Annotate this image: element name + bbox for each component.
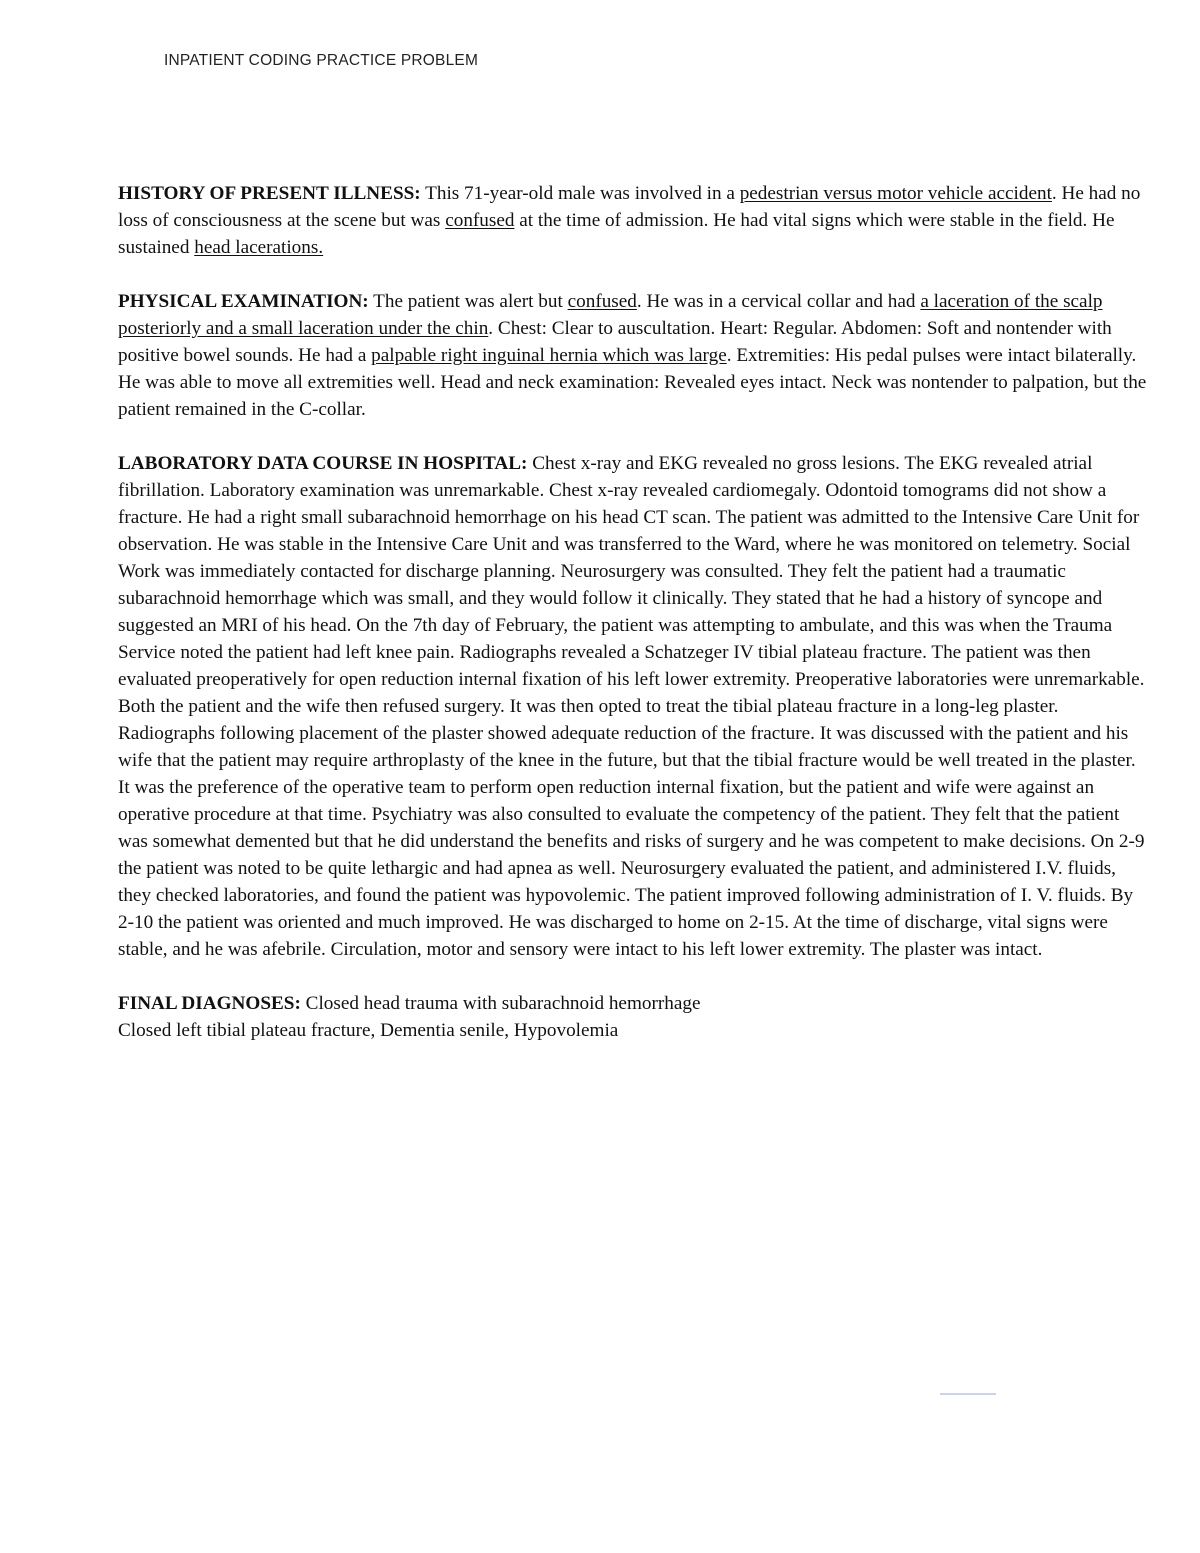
laboratory-data-course-section (118, 450, 1148, 963)
hpi-underlined-accident: pedestrian versus motor vehicle accident (739, 183, 1052, 204)
pe-text: The patient was alert but (368, 291, 568, 312)
final-diagnoses-heading: FINAL DIAGNOSES: (118, 993, 301, 1014)
pe-text: . Chest: Clear to auscultation. Heart: Regular. Abdomen: Soft and nontender with positive bowel sounds. He had a (118, 318, 1112, 366)
pe-underlined-lacerations: a laceration of the scalp posteriorly and a small laceration under the chin (118, 291, 1103, 339)
page-header-title: INPATIENT CODING PRACTICE PROBLEM (164, 52, 479, 69)
pe-text: . He was in a cervical collar and had (636, 291, 921, 312)
history-of-present-illness-heading: HISTORY OF PRESENT ILLNESS: (118, 183, 421, 204)
scan-artifact-mark (940, 1393, 996, 1395)
hpi-text: . He had no loss of consciousness at the scene but was (118, 183, 1141, 231)
document-body (118, 180, 1148, 1071)
final-diagnoses-line-2: Closed left tibial plateau fracture, Dementia senile, Hypovolemia (118, 1020, 619, 1041)
history-of-present-illness-section (118, 180, 1148, 261)
pe-underlined-hernia: palpable right inguinal hernia which was large (371, 345, 727, 366)
physical-examination-section (118, 288, 1148, 423)
pe-underlined-confused: confused (567, 291, 637, 312)
hpi-underlined-head-lacerations: head lacerations. (194, 237, 324, 258)
final-diagnoses-line-1: Closed head trauma with subarachnoid hemorrhage (300, 993, 701, 1014)
laboratory-data-course-heading: LABORATORY DATA COURSE IN HOSPITAL: (118, 453, 528, 474)
hpi-text: This 71-year-old male was involved in a (420, 183, 740, 204)
final-diagnoses-section (118, 990, 1148, 1044)
hpi-underlined-confused: confused (445, 210, 515, 231)
lab-course-text: Chest x-ray and EKG revealed no gross lesions. The EKG revealed atrial fibrillation. Laboratory examination was unremarkable. Chest x-ray revealed cardiomegaly. Odontoid tomograms did not show a fracture. He had a right small subarachnoid hemorrhage on his head CT scan. The patient was admitted to the Intensive Care Unit for observation. He was stable in the Intensive Care Unit and was transferred to the Ward, where he was monitored on telemetry. Social Work was immediately contacted for discharge planning. Neurosurgery was consulted. They felt the patient had a traumatic subarachnoid hemorrhage which was small, and they would follow it clinically. They stated that he had a history of syncope and suggested an MRI of his head. On the 7th day of February, the patient was attempting to ambulate, and this was when the Trauma Service noted the patient had left knee pain. Radiographs revealed a Schatzeger IV tibial plateau fracture. The patient was then evaluated preoperatively for open reduction internal fixation of his left lower extremity. Preoperative laboratories were unremarkable. Both the patient and the wife then refused surgery. It was then opted to treat the tibial plateau fracture in a long-leg plaster. Radiographs following placement of the plaster showed adequate reduction of the fracture. It was discussed with the patient and his wife that the patient may require arthroplasty of the knee in the future, but that the tibial fracture would be well treated in the plaster. It was the preference of the operative team to perform open reduction internal fixation, but the patient and wife were against an operative procedure at that time. Psychiatry was also consulted to evaluate the competency of the patient. They felt that the patient was somewhat demented but that he did understand the benefits and risks of surgery and he was competent to make decisions. On 2-9 the patient was noted to be quite lethargic and had apnea as well. Neurosurgery evaluated the patient, and administered I.V. fluids, they checked laboratories, and found the patient was hypovolemic. The patient improved following administration of I. V. fluids. By 2-10 the patient was oriented and much improved. He was discharged to home on 2-15. At the time of discharge, vital signs were stable, and he was afebrile. Circulation, motor and sensory were intact to his left lower extremity. The plaster was intact. (118, 453, 1145, 960)
physical-examination-heading: PHYSICAL EXAMINATION: (118, 291, 369, 312)
pe-text: . Extremities: His pedal pulses were intact bilaterally. He was able to move all extremities well. Head and neck examination: Revealed eyes intact. Neck was nontender to palpation, but the patient remained in the C-collar. (118, 345, 1147, 420)
hpi-text: at the time of admission. He had vital signs which were stable in the field. He sustained (118, 210, 1115, 258)
